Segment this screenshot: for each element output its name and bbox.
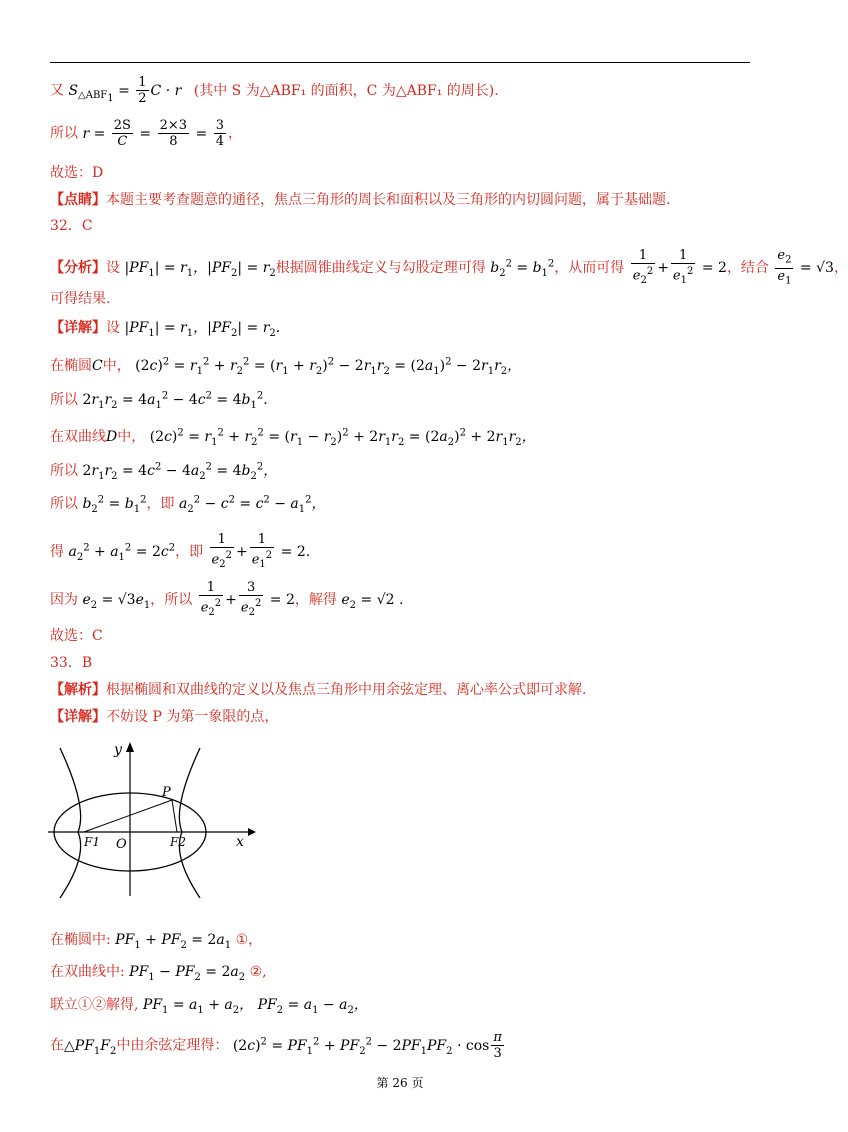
text-suoyi: 所以	[50, 125, 78, 142]
formula-14b: $\frac{1}{e_2^2}$ + $\frac{1}{e_1^2}$ = 2.	[211, 532, 311, 570]
formula-20: $PF_1 + PF_2 = 2a_1$	[115, 932, 232, 951]
hyperbola-right-branch	[179, 748, 200, 898]
triangle-pf1f2: $\triangle PF_1F_2$	[64, 1037, 117, 1057]
text-lianli: 联立①②解得,	[50, 997, 139, 1013]
formula-r1r2: $|PF_1| = r_1$，$|PF_2| = r_2$	[124, 260, 276, 279]
formula-22: $PF_1 = a_1 + a_2$， $PF_2 = a_1 - a_2$，	[142, 997, 368, 1016]
text-you: 又	[50, 82, 64, 99]
header-rule	[50, 62, 750, 63]
text-tuoyuan-zhong: 在椭圆中:	[50, 932, 111, 948]
text-dianjing: 本题主要考查题意的通径，焦点三角形的周长和面积以及三角形的内切圆问题，属于基础题.	[106, 192, 671, 208]
text-jiede: ，解得	[294, 591, 337, 608]
line-16: 故选：C	[50, 628, 103, 644]
line-10	[50, 389, 268, 411]
formula-23: $(2c)^2 = PF_1^2 + PF_2^2 - 2PF_1PF_2 \cdot \cos$ $\frac{\pi}{3}$	[232, 1030, 502, 1061]
mark-1: ①，	[235, 932, 263, 948]
formula-21: $PF_1 - PF_2 = 2a_2$	[129, 964, 246, 983]
text-zhong: 中，	[102, 358, 131, 374]
formula-ellipse: $(2c)^2 = r_1^2 + r_2^2 = (r_1 + r_2)^2 - 2r_1r_2 = (2a_1)^2 - 2r_1r_2$，	[135, 356, 522, 377]
x-label: x	[236, 834, 244, 850]
formula-13b: $a_2^2 - c^2 = c^2 - a_1^2$，	[178, 494, 326, 515]
text-zai: 在	[50, 1037, 64, 1054]
formula-15c: $e_2 = √2$ .	[341, 591, 404, 611]
f1-label: F1	[84, 835, 100, 849]
text-p-first-quadrant: 不妨设 P 为第一象限的点，	[106, 709, 279, 725]
text-zhong-2: 中，	[117, 429, 146, 445]
formula-b: $b_2^2 = b_1^2$	[490, 258, 555, 279]
tag-xiangjie-2: 【详解】	[50, 709, 106, 725]
line-1	[50, 75, 499, 106]
formula-13a: $b_2^2 = b_1^2$	[82, 494, 147, 515]
mark-2: ②,	[249, 964, 267, 980]
text-yinwei: 因为	[50, 591, 78, 608]
text-shuangquxian: 在双曲线	[50, 429, 106, 445]
text-suoyi-3: 所以	[50, 463, 78, 479]
formula-r: r = $\frac{2S}{C}$ = $\frac{2\times 3}{8}$ = $\frac{3}{4}$	[82, 118, 224, 149]
area-note: (其中 S 为△ABF₁ 的面积，C 为△ABF₁ 的周长).	[193, 82, 499, 99]
var-d: D	[106, 429, 118, 445]
line-4	[50, 189, 670, 209]
line-6	[50, 248, 848, 288]
hyperbola-left-branch	[60, 748, 81, 898]
line-14	[50, 532, 310, 572]
formula-15a: $e_2 = √3e_1$	[82, 591, 151, 611]
text-suoyi-2: 所以	[50, 392, 78, 408]
line-2	[50, 118, 242, 149]
tag-jiexi: 【解析】	[50, 682, 106, 698]
line-23	[50, 1030, 506, 1061]
o-label: O	[116, 837, 127, 852]
line-11	[50, 426, 536, 448]
text-yuxian: 中由余弦定理得：	[116, 1037, 229, 1054]
y-label: y	[114, 742, 122, 758]
page-footer: 第 26 页	[376, 1076, 424, 1090]
text-ji: ，即	[146, 496, 175, 512]
formula-hyperbola: $(2c)^2 = r_1^2 + r_2^2 = (r_1 - r_2)^2 + 2r_1r_2 = (2a_2)^2 + 2r_1r_2$，	[149, 427, 536, 448]
line-3: 故选：D	[50, 165, 104, 181]
text-suoyi-5: ，所以	[150, 591, 193, 608]
text-shuangquxian-zhong: 在双曲线中:	[50, 964, 125, 980]
segment-pf1	[84, 800, 172, 832]
line-12	[50, 460, 277, 482]
text-she-2: 设	[106, 320, 120, 336]
line-8	[50, 317, 280, 339]
text-suoyi-4: 所以	[50, 496, 78, 512]
comma: ，	[227, 125, 242, 142]
line-9	[50, 355, 521, 377]
text-jiexi: 根据椭圆和双曲线的定义以及焦点三角形中用余弦定理、离心率公式即可求解.	[106, 682, 587, 698]
tag-fenxi: 【分析】	[50, 260, 106, 277]
text-she: 设	[106, 260, 120, 277]
line-21	[50, 961, 267, 983]
x-axis-arrow	[248, 828, 256, 836]
line-15	[50, 580, 403, 620]
p-label: P	[162, 785, 171, 800]
line-18	[50, 679, 586, 699]
text-tuoyuan: 在椭圆	[50, 358, 92, 374]
formula-e-sum: $\frac{1}{e_2^2}$ + $\frac{1}{e_1^2}$ = 2	[632, 248, 727, 287]
text-congerkede: ，从而可得	[554, 260, 625, 277]
formula-14a: $a_2^2 + a_1^2 = 2c^2$	[68, 542, 176, 563]
line-7: 可得结果.	[50, 291, 111, 307]
formula-area: $S_{\triangle ABF_1}$ = $\frac{1}{2}$ C · r	[68, 75, 182, 106]
y-axis-arrow	[126, 742, 134, 752]
line-22	[50, 994, 368, 1016]
formula-ratio: $\frac{e_2}{e_1}$ = √3	[777, 248, 834, 287]
line-20	[50, 929, 262, 951]
line-19	[50, 706, 278, 726]
line-5: 32．C	[50, 218, 93, 234]
comma-2: ，	[833, 260, 848, 277]
text-gougu: 根据圆锥曲线定义与勾股定理可得	[275, 260, 486, 277]
var-c: C	[92, 358, 103, 374]
formula-12: $2r_1r_2 = 4c^2 - 4a_2^2 = 4b_2^2$，	[82, 461, 278, 482]
text-ji-2: ，即	[175, 543, 204, 560]
tag-xiangjie: 【详解】	[50, 320, 106, 336]
text-de: 得	[50, 543, 64, 560]
f2-label: F2	[170, 835, 186, 849]
formula-15b: $\frac{1}{e_2^2}$ + $\frac{3}{e_2^2}$ = 2	[200, 580, 295, 618]
formula-10: $2r_1r_2 = 4a_1^2 - 4c^2 = 4b_1^2$.	[82, 390, 268, 411]
tag-dianjing: 【点睛】	[50, 192, 106, 208]
segment-pf2	[172, 800, 177, 832]
line-13	[50, 493, 326, 515]
ellipse-hyperbola-figure	[48, 738, 278, 900]
line-17: 33．B	[50, 655, 93, 671]
text-jiehe: ，结合	[726, 260, 769, 277]
formula-r1r2-2: $|PF_1| = r_1$，$|PF_2| = r_2$.	[124, 320, 281, 339]
